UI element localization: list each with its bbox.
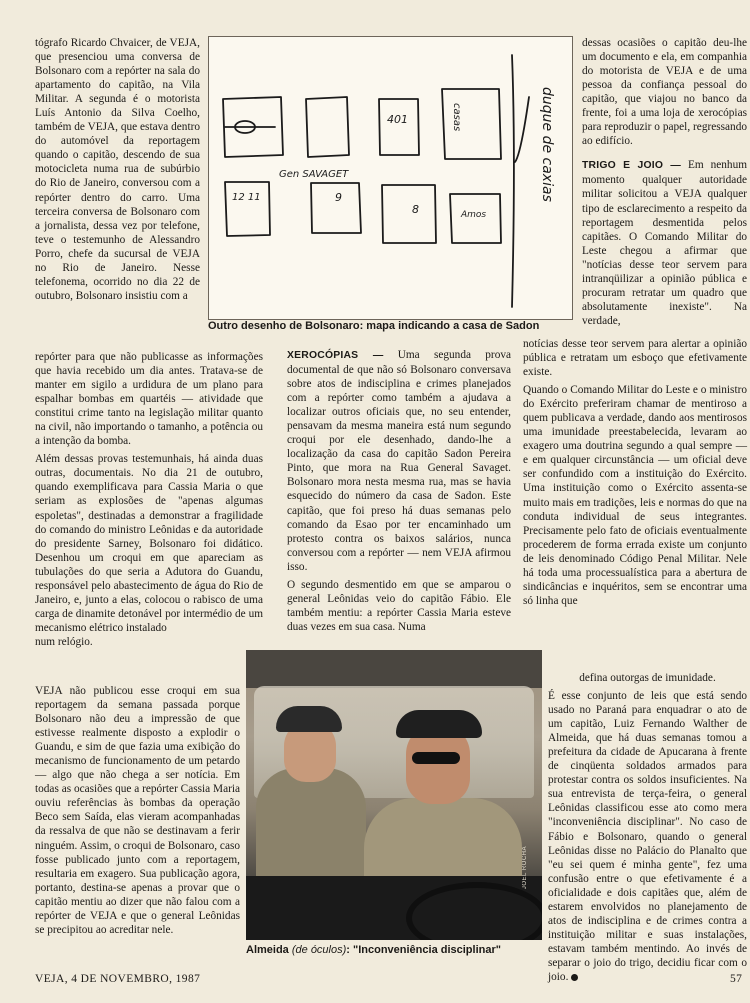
paragraph: dessas ocasiões o capitão deu-lhe um documento e ela, em companhia do motorista de VEJA e de uma pessoa da confiança pessoal do capitão, que viajou no banco da frente, foi a uma loja de xerocópias para reproduzir o papel, regressando ao edifício. xyxy=(582,37,747,148)
paragraph xyxy=(548,689,747,984)
house-label-amos: Amos xyxy=(461,210,487,220)
photo-officers-in-car xyxy=(246,650,542,940)
end-of-article-bullet xyxy=(571,974,578,981)
street-line xyxy=(515,97,529,162)
article-column-1-middle xyxy=(35,350,263,649)
house-label-401: 401 xyxy=(387,113,408,126)
article-column-3-top xyxy=(582,36,747,328)
house-outline xyxy=(442,89,501,159)
article-column-1-bottom xyxy=(35,684,240,937)
house-outline xyxy=(382,185,436,243)
paragraph: O segundo desmentido em que se amparou o general Leônidas veio do capitão Fábio. Ele também mentiu: a repórter Cassia Maria esteve duas vezes em sua casa. Numa xyxy=(287,578,511,633)
photo-credit: JOEL ROCHA xyxy=(522,846,528,890)
house-outline xyxy=(306,97,349,157)
sunglasses xyxy=(412,752,460,764)
article-column-3-middle xyxy=(523,337,747,608)
article-column-2 xyxy=(287,348,511,634)
car-roof xyxy=(246,650,542,688)
house-label-casas: casas xyxy=(451,103,462,132)
paragraph: Além dessas provas testemunhais, há ainda duas outras, documentais. No dia 21 de outubro, quando exemplificava para Cassia Maria o que seriam as explosões de "apenas algumas espoletas", destinadas a demonstrar a fragilidade do comando do ministro Leônidas e da autoridade do presidente Sarney, Bolsonaro foi didático. Desenhou um croqui em que apareciam as tubulações do que seria a Adutora do Guandu, responsável pelo abastecimento de água do Rio de Janeiro, e, junto a elas, colocou o rabisco de uma carga de dinamite detonável por intermédio de um mecanismo elétrico instalado xyxy=(35,453,263,634)
article-column-1-top xyxy=(35,36,200,303)
caption-name: Almeida xyxy=(246,944,292,956)
paragraph: VEJA não publicou esse croqui em sua reportagem da semana passada porque Bolsonaro não deu a impressão de que estivesse realmente disposto a explodir o Guandu, e sim de que fazia uma exibição do mecanismo de funcionamento de um petardo — algo que não chega a ser notícia. Em todas as ocasiões que a repórter Cassia Maria ouviu referências às bombas da operação Beco sem Saída, elas vieram acompanhadas da ressalva de que não se destinavam a ferir ninguém. Assim, o croqui de Bolsonaro, caso fosse publicado junto com a reportagem, resultaria em exagero. Sua publicação agora, portanto, destina-se apenas a provar que o capitão mentiu ao dizer que não falou com a repórter de VEJA e que o general Leônidas se precipitou ao acreditar nele. xyxy=(35,685,240,936)
sketch-map-drawing xyxy=(209,37,572,319)
subhead-trigo-e-joio: TRIGO E JOIO — xyxy=(582,160,681,172)
house-outline xyxy=(225,182,270,236)
subhead-xerocopias: XEROCÓPIAS — xyxy=(287,350,384,361)
paragraph: notícias desse teor servem para alertar a opinião pública e retratam um esboço que efetivamente existe. xyxy=(523,338,747,379)
paragraph: repórter para que não publicasse as informações que havia recebido um dia antes. Tratava-se de manter em sigilo a urdidura de um plano para espalhar bombas em quartéis — atividade que constitui crime tanto na legislação militar quanto na civil, não importando o tamanho, a potência ou a intenção da bomba. xyxy=(35,351,263,448)
paragraph: Quando o Comando Militar do Leste e o ministro do Exército preferiram chamar de mentiroso a quem publicava a verdade, dando aos mentirosos uma imunidade preestabelecida, levaram ao exagero uma doutrina segundo a qual sempre — e em qualquer circunstância — um oficial deve ser confundido com a instituição do Exército. Uma instituição como o Exército assenta-se muito mais em tradições, leis e normas do que na conduta individual de seus integrantes. Precisamente pelo fato de oficiais eventualmente procederem de forma errada existe um conjunto de leis denominado Código Penal Militar. Nele há toda uma processualística para a abertura de sindicâncias e inquéritos, sem se encontrar uma só linha que xyxy=(523,384,747,607)
paragraph-text: Em nenhum momento qualquer autoridade militar solicitou a VEJA qualquer tipo de esclarecimento a respeito da reportagem desmentida pelos capitães. O Comando Militar do Leste chegou a afirmar que "notícias desse teor servem para intranqüilizar a opinião pública e procuram retratar um quadro que absolutamente inexiste". Na verdade, xyxy=(582,159,747,327)
footer-publication-date: VEJA, 4 DE NOVEMBRO, 1987 xyxy=(35,973,201,985)
officer-right-beret xyxy=(396,710,482,738)
avenue-line xyxy=(512,55,514,307)
street-label: Gen SAVAGET xyxy=(279,169,349,180)
house-outline xyxy=(379,99,419,155)
paragraph: tógrafo Ricardo Chvaicer, de VEJA, que presenciou uma conversa de Bolsonaro com a repórter na sala do apartamento do capitão, na Vila Militar. A segunda é o motorista Luís Antonio da Silva Coelho, também de VEJA, que estava dentro do automóvel da reportagem quando o capitão, descendo de sua motocicleta numa rua de subúrbio do Rio de Janeiro, conversou com a repórter dentro do carro. Uma terceira conversa de Bolsonaro com a jornalista, dessa vez por telefone, teve o testemunho de Alessandro Porro, chefe da sucursal de VEJA no Rio de Janeiro. Nesse telefonema, ocorrido no dia 22 de outubro, Bolsonaro insistiu com a xyxy=(35,37,200,302)
sketch-map-figure xyxy=(208,36,573,320)
caption-note: (de óculos) xyxy=(291,944,347,956)
paragraph: defina outorgas de imunidade. xyxy=(579,672,716,684)
paragraph xyxy=(287,348,511,574)
page-number: 57 xyxy=(730,973,743,985)
house-label-12-11: 12 11 xyxy=(232,192,261,203)
article-column-3-bottom xyxy=(548,671,747,984)
map-caption: Outro desenho de Bolsonaro: mapa indicando a casa de Sadon xyxy=(208,320,540,332)
paragraph: num relógio. xyxy=(35,635,93,648)
officer-left-beret xyxy=(276,706,342,732)
paragraph-text: Uma segunda prova documental de que não só Bolsonaro conversava sobre atos de indisciplina e crimes planejados com a repórter como também a ajudava a localizar outros oficiais que, no seu entender, pensavam da mesma maneira está num segundo croqui por ele desenhado, dando-lhe a localização da casa do capitão Sadon Pereira Pinto, que mora na Rua General Savaget. Bolsonaro mora nesta mesma rua, mas se havia esquecido do número da casa de Sadon. Este capitão, que foi preso há duas semanas pelo comando da Esao por ter encaminhado um protesto contra os baixos salários, nunca conversou com a repórter — nem VEJA afirmou isso. xyxy=(287,349,512,573)
house-label-9: 9 xyxy=(335,191,342,204)
photo-caption xyxy=(246,944,501,956)
paragraph-text: É esse conjunto de leis que está sendo usado no Paraná para enquadrar o ato de um capitão, Luiz Fernando Walther de Almeida, que há duas semanas tomou a prefeitura da cidade de Apucarana à frente de cinqüenta soldados armados para protestar contra os soldos insuficientes. Na sua entrevista de terça-feira, o general Leônidas classificou esse ato como mera "inconveniência disciplinar". No caso de Fábio e Bolsonaro, quando o general Leônidas disse no Palácio do Planalto que "eu sei quem é minha gente", fez uma confusão entre o que efetivamente é a oficialidade e dois capitães que, além de estarem envolvidos no planejamento de atos de indisciplina e de crimes contra a instituição militar e suas instalações, estavam também mentindo. Ao invés de separar o joio do trigo, decidiu ficar com o joio. xyxy=(548,690,747,983)
house-label-8: 8 xyxy=(412,203,419,216)
paragraph xyxy=(582,158,747,328)
caption-quote: : "Inconveniência disciplinar" xyxy=(346,944,501,956)
avenue-label: duque de caxias xyxy=(539,87,555,202)
